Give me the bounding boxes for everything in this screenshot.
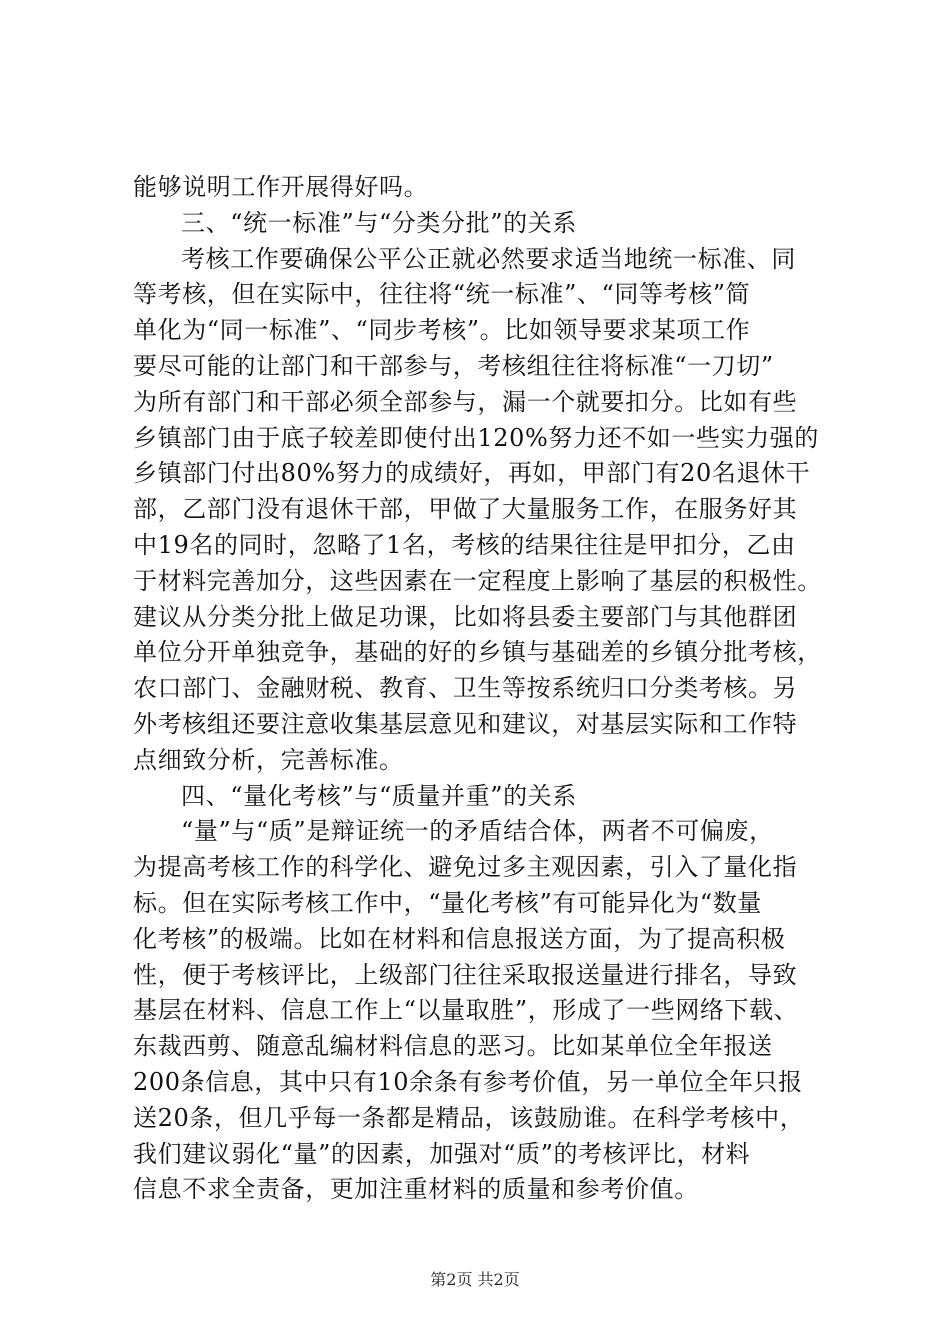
text-line: 性，便于考核评比，上级部门往往采取报送量进行排名，导致 (133, 960, 798, 989)
text-line: 为所有部门和干部必须全部参与，漏一个就要扣分。比如有些 (133, 387, 798, 416)
text-line: 基层在材料、信息工作上“以量取胜”，形成了一些网络下载、 (133, 996, 799, 1025)
text-line: 部，乙部门没有退休干部，甲做了大量服务工作，在服务好其 (133, 495, 798, 524)
section-heading-4: 四、“量化考核”与“质量并重”的关系 (181, 781, 577, 810)
text-line: 标。但在实际考核工作中，“量化考核”有可能异化为“数量 (133, 888, 763, 917)
text-line: 能够说明工作开展得好吗。 (133, 173, 429, 201)
text-line: 农口部门、金融财税、教育、卫生等按系统归口分类考核。另 (133, 674, 798, 703)
document-body (133, 170, 833, 1208)
text-line: 要尽可能的让部门和干部参与，考核组往往将标准“一刀切” (133, 351, 774, 380)
page-number-footer: 第2页 共2页 (430, 1270, 520, 1289)
text-line: 于材料完善加分，这些因素在一定程度上影响了基层的积极性。 (133, 566, 822, 595)
text-line: 单化为“同一标准”、“同步考核”。比如领导要求某项工作 (133, 316, 751, 345)
text-line: 考核工作要确保公平公正就必然要求适当地统一标准、同 (181, 244, 796, 273)
text-line: 建议从分类分批上做足功课，比如将县委主要部门与其他群团 (133, 602, 798, 631)
text-line: “量”与“质”是辩证统一的矛盾结合体，两者不可偏废， (181, 817, 774, 846)
text-line: 乡镇部门由于底子较差即使付出120%努力还不如一些实力强的 (133, 423, 820, 452)
text-line: 为提高考核工作的科学化、避免过多主观因素，引入了量化指 (133, 853, 798, 882)
text-line: 东裁西剪、随意乱编材料信息的恶习。比如某单位全年报送 (133, 1032, 773, 1061)
section-heading-3: 三、“统一标准”与“分类分批”的关系 (181, 208, 577, 237)
text-line: 单位分开单独竞争，基础的好的乡镇与基础差的乡镇分批考核， (133, 638, 822, 667)
text-line: 点细致分析，完善标准。 (133, 745, 404, 774)
text-line: 中19名的同时，忽略了1名，考核的结果往往是甲扣分，乙由 (133, 530, 796, 559)
text-line: 信息不求全责备，更加注重材料的质量和参考价值。 (133, 1175, 699, 1204)
text-line: 化考核”的极端。比如在材料和信息报送方面，为了提高积极 (133, 924, 786, 953)
text-line: 外考核组还要注意收集基层意见和建议，对基层实际和工作特 (133, 709, 798, 738)
text-line: 200条信息，其中只有10余条有参考价值，另一单位全年只报 (133, 1067, 803, 1096)
text-line: 送20条，但几乎每一条都是精品，该鼓励谁。在科学考核中， (133, 1103, 805, 1132)
text-line: 乡镇部门付出80%努力的成绩好，再如，甲部门有20名退休干 (133, 459, 811, 488)
text-line: 我们建议弱化“量”的因素，加强对“质”的考核评比，材料 (133, 1139, 751, 1168)
text-line: 等考核，但在实际中，往往将“统一标准”、“同等考核”简 (133, 280, 751, 309)
